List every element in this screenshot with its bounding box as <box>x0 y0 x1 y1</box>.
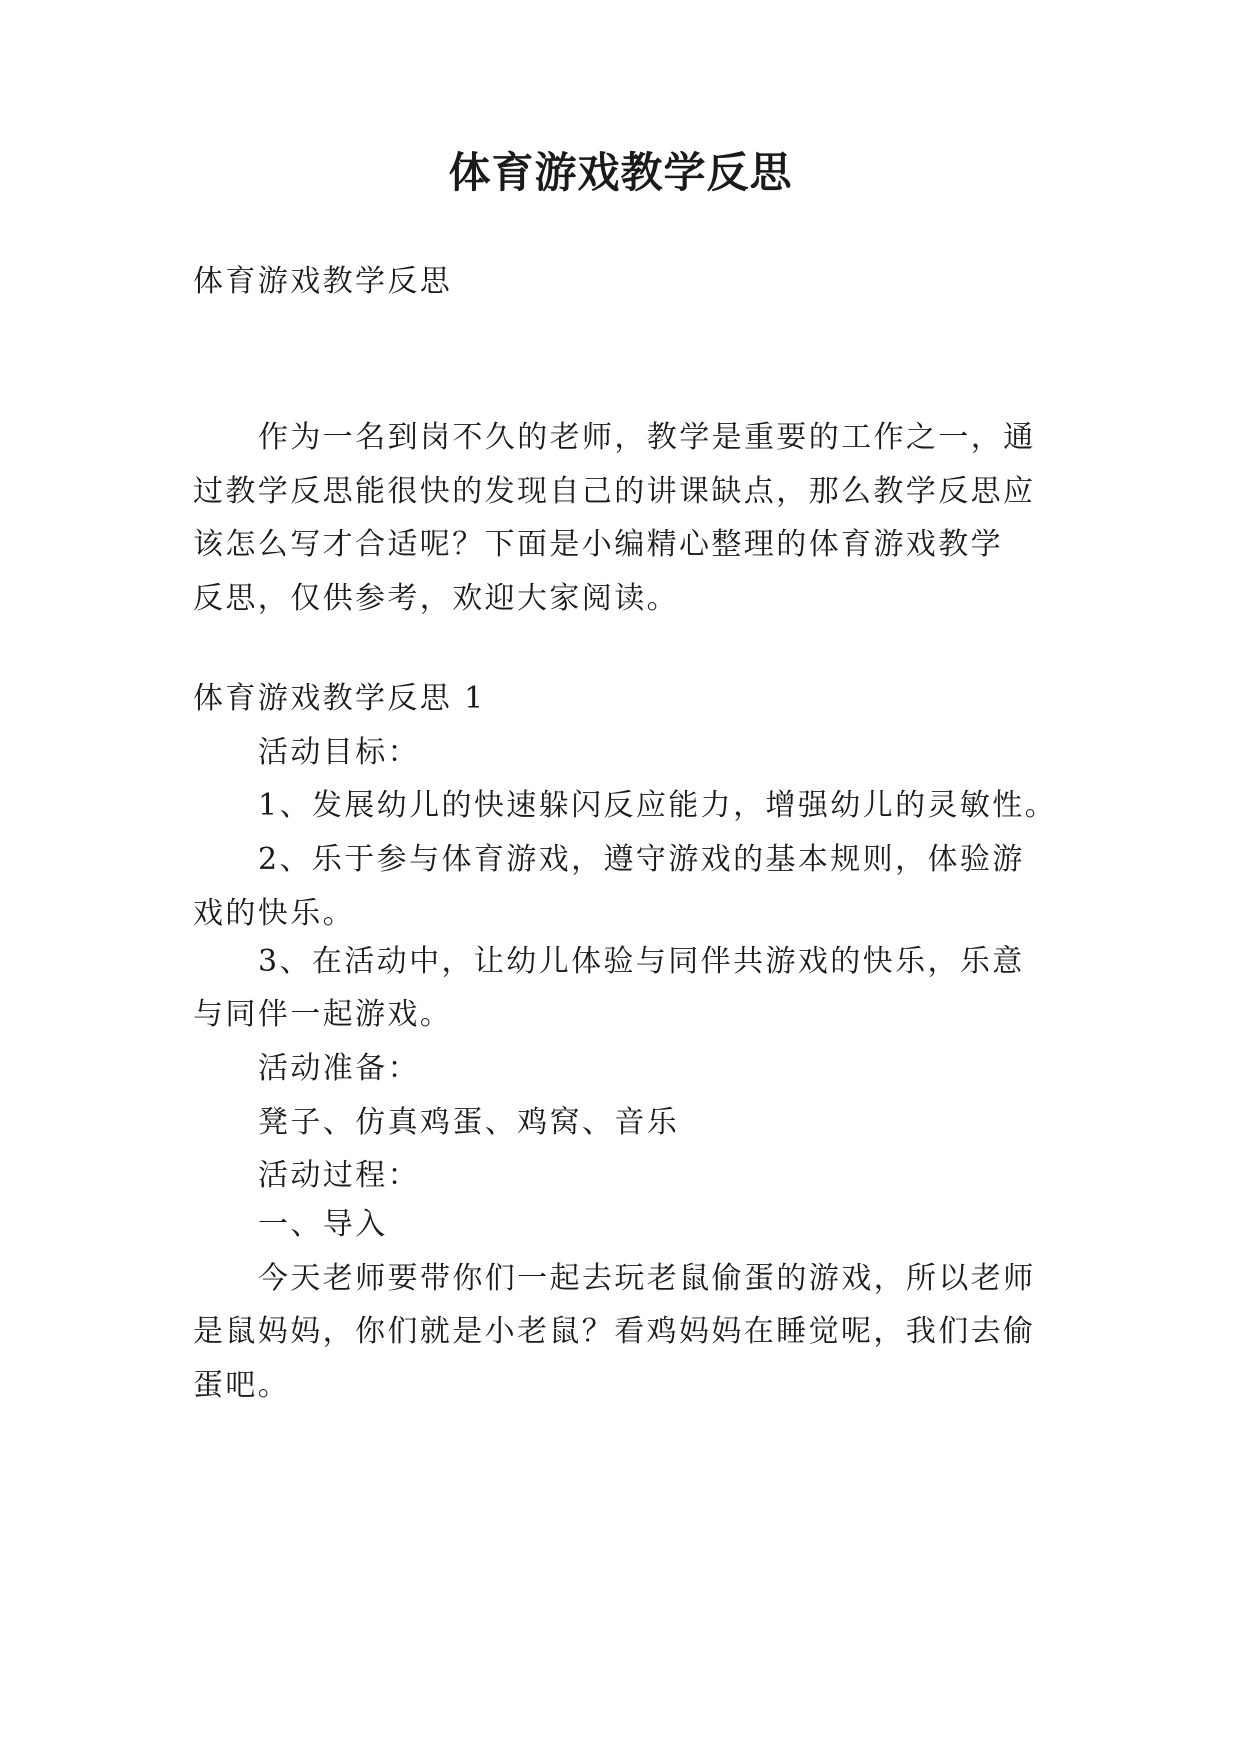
intro-line: 过教学反思能很快的发现自己的讲课缺点，那么教学反思应 <box>193 474 1036 509</box>
body-line: 活动准备： <box>258 1051 420 1086</box>
subtitle-line: 体育游戏教学反思 <box>193 264 453 299</box>
body-line: 凳子、仿真鸡蛋、鸡窝、音乐 <box>258 1105 680 1140</box>
body-line: 今天老师要带你们一起去玩老鼠偷蛋的游戏，所以老师 <box>258 1261 1036 1296</box>
section-heading: 体育游戏教学反思 1 <box>193 681 486 716</box>
body-line: 活动目标： <box>258 735 420 770</box>
body-line: 与同伴一起游戏。 <box>193 997 453 1032</box>
body-line: 戏的快乐。 <box>193 896 355 931</box>
intro-line: 作为一名到岗不久的老师，教学是重要的工作之一，通 <box>258 420 1036 455</box>
intro-line: 该怎么写才合适呢？下面是小编精心整理的体育游戏教学 <box>193 527 1003 562</box>
intro-line: 反思，仅供参考，欢迎大家阅读。 <box>193 581 679 616</box>
body-line: 一、导入 <box>258 1207 388 1242</box>
body-line: 2、乐于参与体育游戏，遵守游戏的基本规则，体验游 <box>258 842 1025 877</box>
body-line: 3、在活动中，让幼儿体验与同伴共游戏的快乐，乐意 <box>258 944 1025 979</box>
body-line: 是鼠妈妈，你们就是小老鼠？看鸡妈妈在睡觉呢，我们去偷 <box>193 1314 1036 1349</box>
body-line: 1、发展幼儿的快速躲闪反应能力，增强幼儿的灵敏性。 <box>258 788 1058 823</box>
body-line: 蛋吧。 <box>193 1368 291 1403</box>
document-title: 体育游戏教学反思 <box>448 148 793 197</box>
body-line: 活动过程： <box>258 1158 420 1193</box>
